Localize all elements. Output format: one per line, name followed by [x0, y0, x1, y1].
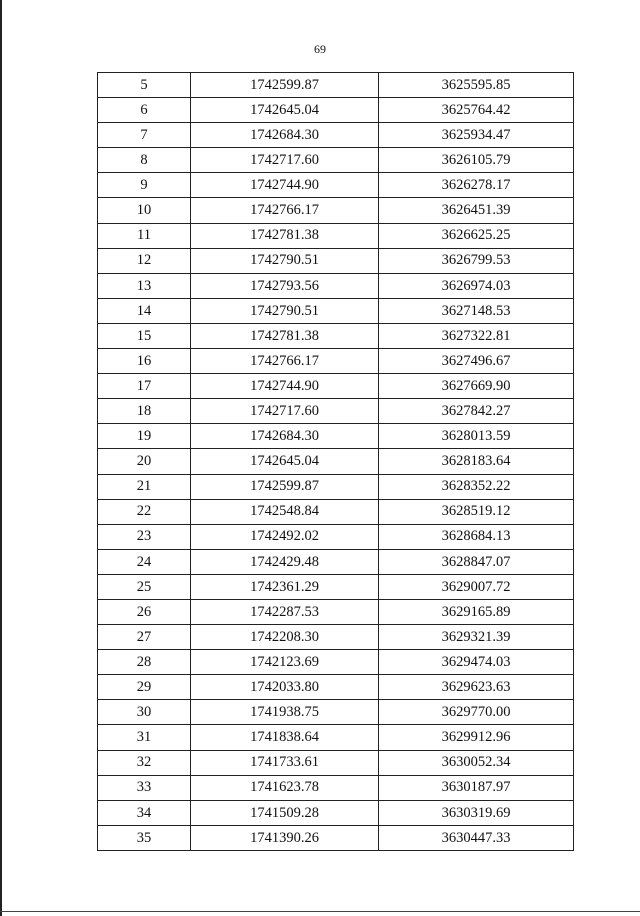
point-number-cell: 33 [98, 775, 191, 800]
table-row [98, 374, 574, 399]
table-row [98, 349, 574, 374]
point-number-cell: 25 [98, 574, 191, 599]
table-row [98, 98, 574, 123]
point-number-cell: 28 [98, 650, 191, 675]
table-row [98, 725, 574, 750]
x-coordinate-cell: 1741938.75 [191, 700, 379, 725]
point-number-cell: 34 [98, 800, 191, 825]
x-coordinate-cell: 1741509.28 [191, 800, 379, 825]
x-coordinate-cell: 1742790.51 [191, 248, 379, 273]
y-coordinate-cell: 3627496.67 [379, 349, 574, 374]
table-row [98, 675, 574, 700]
table-row [98, 323, 574, 348]
table-row [98, 625, 574, 650]
y-coordinate-cell: 3628013.59 [379, 424, 574, 449]
y-coordinate-cell: 3625595.85 [379, 73, 574, 98]
page-bottom-rule [0, 911, 640, 912]
table-row [98, 248, 574, 273]
x-coordinate-cell: 1742766.17 [191, 198, 379, 223]
y-coordinate-cell: 3628352.22 [379, 474, 574, 499]
table-row [98, 198, 574, 223]
point-number-cell: 24 [98, 549, 191, 574]
page-number: 69 [314, 42, 326, 56]
point-number-cell: 29 [98, 675, 191, 700]
x-coordinate-cell: 1742790.51 [191, 298, 379, 323]
y-coordinate-cell: 3629912.96 [379, 725, 574, 750]
point-number-cell: 20 [98, 449, 191, 474]
y-coordinate-cell: 3630052.34 [379, 750, 574, 775]
y-coordinate-cell: 3625764.42 [379, 98, 574, 123]
x-coordinate-cell: 1742717.60 [191, 148, 379, 173]
y-coordinate-cell: 3629321.39 [379, 625, 574, 650]
coordinates-table [97, 72, 574, 851]
x-coordinate-cell: 1742361.29 [191, 574, 379, 599]
table-row [98, 524, 574, 549]
point-number-cell: 30 [98, 700, 191, 725]
point-number-cell: 32 [98, 750, 191, 775]
point-number-cell: 12 [98, 248, 191, 273]
point-number-cell: 15 [98, 323, 191, 348]
x-coordinate-cell: 1741733.61 [191, 750, 379, 775]
x-coordinate-cell: 1741623.78 [191, 775, 379, 800]
y-coordinate-cell: 3626105.79 [379, 148, 574, 173]
coordinates-table-body [98, 73, 574, 851]
y-coordinate-cell: 3629474.03 [379, 650, 574, 675]
y-coordinate-cell: 3627322.81 [379, 323, 574, 348]
table-row [98, 73, 574, 98]
y-coordinate-cell: 3627669.90 [379, 374, 574, 399]
table-row [98, 148, 574, 173]
y-coordinate-cell: 3626451.39 [379, 198, 574, 223]
table-row [98, 449, 574, 474]
point-number-cell: 7 [98, 123, 191, 148]
table-row [98, 399, 574, 424]
x-coordinate-cell: 1742599.87 [191, 474, 379, 499]
x-coordinate-cell: 1742684.30 [191, 123, 379, 148]
point-number-cell: 9 [98, 173, 191, 198]
y-coordinate-cell: 3629165.89 [379, 599, 574, 624]
point-number-cell: 31 [98, 725, 191, 750]
y-coordinate-cell: 3625934.47 [379, 123, 574, 148]
x-coordinate-cell: 1742429.48 [191, 549, 379, 574]
table-row [98, 650, 574, 675]
x-coordinate-cell: 1742717.60 [191, 399, 379, 424]
y-coordinate-cell: 3626974.03 [379, 273, 574, 298]
point-number-cell: 19 [98, 424, 191, 449]
point-number-cell: 10 [98, 198, 191, 223]
y-coordinate-cell: 3630187.97 [379, 775, 574, 800]
point-number-cell: 26 [98, 599, 191, 624]
x-coordinate-cell: 1742684.30 [191, 424, 379, 449]
table-row [98, 775, 574, 800]
table-row [98, 700, 574, 725]
x-coordinate-cell: 1742766.17 [191, 349, 379, 374]
point-number-cell: 13 [98, 273, 191, 298]
y-coordinate-cell: 3629623.63 [379, 675, 574, 700]
table-row [98, 499, 574, 524]
table-row [98, 800, 574, 825]
y-coordinate-cell: 3629770.00 [379, 700, 574, 725]
x-coordinate-cell: 1741838.64 [191, 725, 379, 750]
point-number-cell: 22 [98, 499, 191, 524]
x-coordinate-cell: 1741390.26 [191, 825, 379, 850]
coordinates-table-container [97, 72, 573, 851]
table-row [98, 549, 574, 574]
x-coordinate-cell: 1742208.30 [191, 625, 379, 650]
point-number-cell: 18 [98, 399, 191, 424]
table-row [98, 750, 574, 775]
page-left-edge [0, 0, 2, 916]
table-row [98, 474, 574, 499]
y-coordinate-cell: 3628183.64 [379, 449, 574, 474]
y-coordinate-cell: 3627148.53 [379, 298, 574, 323]
point-number-cell: 16 [98, 349, 191, 374]
y-coordinate-cell: 3628684.13 [379, 524, 574, 549]
point-number-cell: 21 [98, 474, 191, 499]
point-number-cell: 35 [98, 825, 191, 850]
y-coordinate-cell: 3630447.33 [379, 825, 574, 850]
point-number-cell: 17 [98, 374, 191, 399]
point-number-cell: 27 [98, 625, 191, 650]
x-coordinate-cell: 1742645.04 [191, 449, 379, 474]
x-coordinate-cell: 1742548.84 [191, 499, 379, 524]
x-coordinate-cell: 1742781.38 [191, 323, 379, 348]
x-coordinate-cell: 1742492.02 [191, 524, 379, 549]
x-coordinate-cell: 1742033.80 [191, 675, 379, 700]
table-row [98, 825, 574, 850]
x-coordinate-cell: 1742287.53 [191, 599, 379, 624]
y-coordinate-cell: 3628847.07 [379, 549, 574, 574]
table-row [98, 298, 574, 323]
x-coordinate-cell: 1742645.04 [191, 98, 379, 123]
x-coordinate-cell: 1742599.87 [191, 73, 379, 98]
y-coordinate-cell: 3626278.17 [379, 173, 574, 198]
y-coordinate-cell: 3630319.69 [379, 800, 574, 825]
table-row [98, 424, 574, 449]
point-number-cell: 8 [98, 148, 191, 173]
point-number-cell: 14 [98, 298, 191, 323]
table-row [98, 273, 574, 298]
y-coordinate-cell: 3628519.12 [379, 499, 574, 524]
table-row [98, 123, 574, 148]
x-coordinate-cell: 1742781.38 [191, 223, 379, 248]
table-row [98, 599, 574, 624]
x-coordinate-cell: 1742793.56 [191, 273, 379, 298]
point-number-cell: 5 [98, 73, 191, 98]
table-row [98, 173, 574, 198]
x-coordinate-cell: 1742744.90 [191, 374, 379, 399]
point-number-cell: 23 [98, 524, 191, 549]
table-row [98, 223, 574, 248]
y-coordinate-cell: 3627842.27 [379, 399, 574, 424]
y-coordinate-cell: 3629007.72 [379, 574, 574, 599]
y-coordinate-cell: 3626625.25 [379, 223, 574, 248]
table-row [98, 574, 574, 599]
x-coordinate-cell: 1742744.90 [191, 173, 379, 198]
x-coordinate-cell: 1742123.69 [191, 650, 379, 675]
point-number-cell: 6 [98, 98, 191, 123]
point-number-cell: 11 [98, 223, 191, 248]
y-coordinate-cell: 3626799.53 [379, 248, 574, 273]
